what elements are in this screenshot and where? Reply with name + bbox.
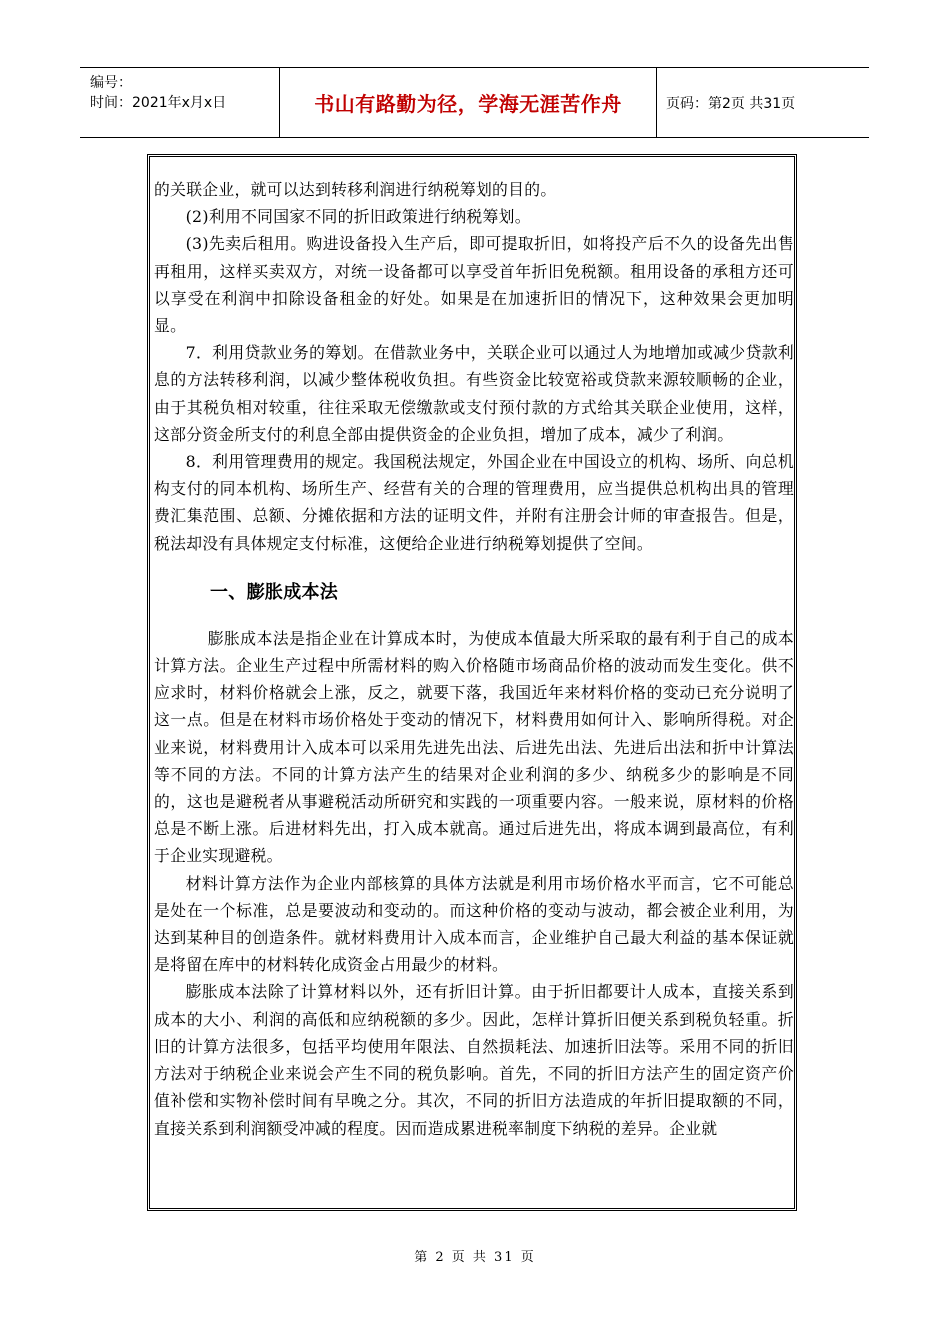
header-motto: 书山有路勤为径，学海无涯苦作舟 [314,92,622,116]
header-page-info: 页码：第2页 共31页 [666,95,796,112]
paragraph: 8．利用管理费用的规定。我国税法规定，外国企业在中国设立的机构、场所、向总机构支付的同本机构、场所生产、经营有关的合理的管理费用，应当提供总机构出具的管理费汇集范围、总额、分摊依据和方法的证明文件，并附有注册会计师的审查报告。但是，税法却没有具体规定支付标准，这便给企业进行纳税筹划提供了空间。 [154,452,794,553]
number-label: 编号： [90,75,132,91]
paragraph: 的关联企业，就可以达到转移利润进行纳税筹划的目的。 [154,180,557,199]
paragraph: (3)先卖后租用。购进设备投入生产后，即可提取折旧，如将投产后不久的设备先出售再租用，这样买卖双方，对统一设备都可以享受首年折旧免税额。租用设备的承租方还可以享受在利润中扣除设备租金的好处。如果是在加速折旧的情况下，这种效果会更加明显。 [154,234,794,336]
header-table [80,67,869,138]
page-footer: 第 2 页 共 31 页 [414,1250,536,1265]
header-divider [656,68,657,137]
paragraph: (2)利用不同国家不同的折旧政策进行纳税筹划。 [185,207,531,227]
paragraph: 7．利用贷款业务的筹划。在借款业务中，关联企业可以通过人为地增加或减少贷款利息的方法转移利润，以减少整体税收负担。有些资金比较宽裕或贷款来源较顺畅的企业，由于其税负相对较重，往往采取无偿缴款或支付预付款的方式给其关联企业使用，这样，这部分资金所支付的利息全部由提供资金的企业负担，增加了成本，减少了利润。 [154,343,794,444]
document-body [154,176,794,1142]
paragraph: 膨胀成本法是指企业在计算成本时，为使成本值最大所采取的最有利于自己的成本计算方法。企业生产过程中所需材料的购入价格随市场商品价格的波动而发生变化。供不应求时，材料价格就会上涨，反之，就要下落，我国近年来材料价格的变动已充分说明了这一点。但是在材料市场价格处于变动的情况下，材料费用如何计入、影响所得税。对企业来说，材料费用计入成本可以采用先进先出法、后进先出法、先进后出法和折中计算法等不同的方法。不同的计算方法产生的结果对企业利润的多少、纳税多少的影响是不同的，这也是避税者从事避税活动所研究和实践的一项重要内容。一般来说，原材料的价格总是不断上涨。后进材料先出，打入成本就高。通过后进先出，将成本调到最高位，有利于企业实现避税。 [154,628,794,866]
paragraph: 膨胀成本法除了计算材料以外，还有折旧计算。由于折旧都要计人成本，直接关系到成本的大小、利润的高低和应纳税额的多少。因此，怎样计算折旧便关系到税负轻重。折旧的计算方法很多，包括平均使用年限法、自然损耗法、加速折旧法等。采用不同的折旧方法对于纳税企业来说会产生不同的税负影响。首先，不同的折旧方法产生的固定资产价值补偿和实物补偿时间有早晚之分。其次，不同的折旧方法造成的年折旧提取额的不同，直接关系到利润额受冲减的程度。因而造成累进税率制度下纳税的差异。企业就 [154,982,794,1138]
paragraph: 材料计算方法作为企业内部核算的具体方法就是利用市场价格水平而言，它不可能总是处在一个标准，总是要波动和变动的。而这种价格的变动与波动，都会被企业利用，为达到某种目的创造条件。就材料费用计入成本而言，企业维护自己最大利益的基本保证就是将留在库中的材料转化成资金占用最少的材料。 [154,873,794,975]
section-heading: 一、膨胀成本法 [210,581,339,603]
date-line: 时间：2021年x月x日 [90,95,227,111]
header-meta [90,73,226,113]
